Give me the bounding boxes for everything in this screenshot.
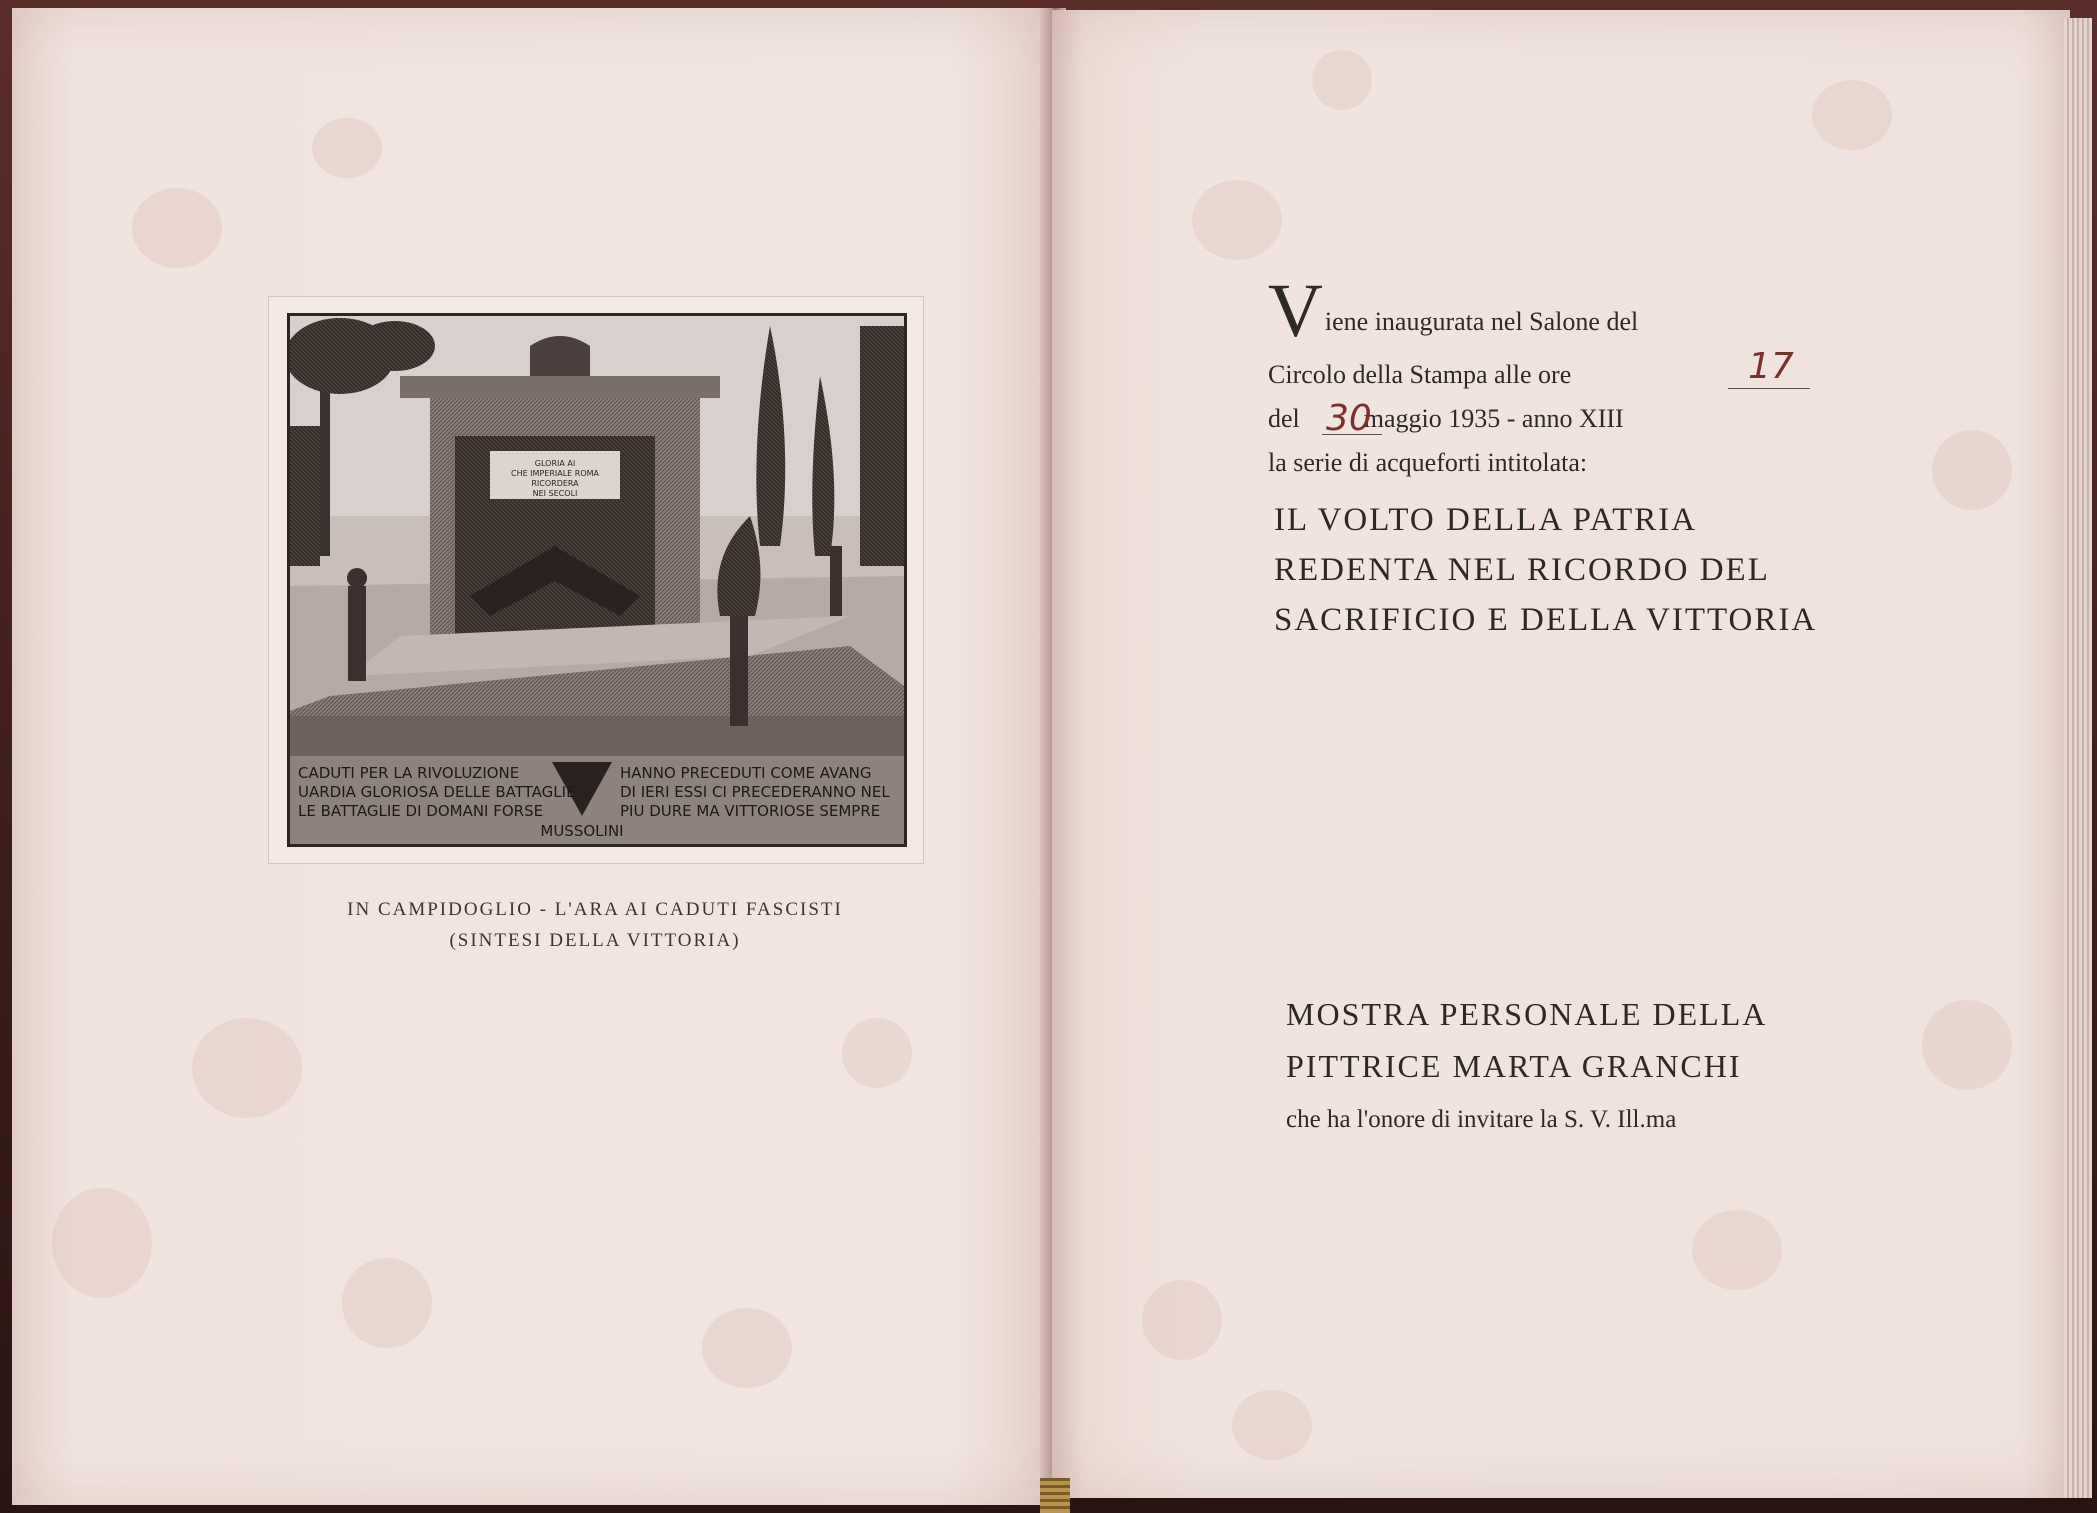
intro-line-3 — [1268, 404, 1624, 444]
foxing-spot — [702, 1308, 792, 1388]
exhibition-line-1: MOSTRA PERSONALE DELLA — [1286, 996, 1768, 1032]
engraved-line-2: HANNO PRECEDUTI COME AVANG — [620, 764, 872, 782]
intro-line-1-text: iene inaugurata nel Salone del — [1324, 307, 1639, 336]
foxing-spot — [52, 1188, 152, 1298]
foxing-spot — [132, 188, 222, 268]
caption-line-2: (SINTESI DELLA VITTORIA) — [449, 930, 741, 951]
intro-line-3-b: maggio 1935 - anno XIII — [1363, 404, 1624, 433]
hour-blank-line — [1728, 388, 1810, 389]
monument-inscription-4: NEI SECOLI — [532, 489, 578, 498]
handwritten-hour: 17 — [1748, 346, 1794, 387]
drop-cap: V — [1268, 269, 1323, 353]
foxing-spot — [312, 118, 382, 178]
exhibition-line-2: PITTRICE MARTA GRANCHI — [1286, 1048, 1742, 1084]
bookmark-ribbon — [1040, 1478, 1070, 1513]
monument-inscription-3: RICORDERA — [531, 479, 579, 488]
engraved-line-6: PIU DURE MA VITTORIOSE SEMPRE — [620, 802, 881, 820]
foxing-spot — [1232, 1390, 1312, 1460]
invitation-line: che ha l'onore di invitare la S. V. Ill.ma — [1286, 1106, 1677, 1133]
foxing-spot — [1192, 180, 1282, 260]
monument-inscription-1: GLORIA AI — [534, 459, 576, 468]
title-line-3: SACRIFICIO E DELLA VITTORIA — [1274, 602, 1818, 638]
etching-plate — [287, 313, 907, 847]
etching-mount — [268, 296, 924, 864]
monument-inscription-2: CHE IMPERIALE ROMA — [510, 469, 600, 478]
engraved-line-7: MUSSOLINI — [540, 822, 624, 840]
foxing-spot — [192, 1018, 302, 1118]
etching-caption — [268, 894, 922, 956]
caption-line-1: IN CAMPIDOGLIO - L'ARA AI CADUTI FASCISTI — [347, 899, 843, 920]
intro-line-2: Circolo della Stampa alle ore — [1268, 360, 1572, 389]
title-line-1: IL VOLTO DELLA PATRIA — [1274, 502, 1698, 538]
foxing-spot — [1922, 1000, 2012, 1090]
intro-line-4: la serie di acqueforti intitolata: — [1268, 448, 1588, 477]
engraved-line-1: CADUTI PER LA RIVOLUZIONE — [298, 764, 520, 782]
foxing-spot — [1312, 50, 1372, 110]
handwritten-day: 30 — [1326, 398, 1372, 439]
foxing-spot — [1932, 430, 2012, 510]
etching-illustration — [290, 316, 904, 844]
foxing-spot — [1692, 1210, 1782, 1290]
engraved-line-3: UARDIA GLORIOSA DELLE BATTAGLIE — [298, 783, 576, 801]
engraved-line-5: LE BATTAGLIE DI DOMANI FORSE — [298, 802, 544, 820]
foxing-spot — [1142, 1280, 1222, 1360]
foxing-spot — [1812, 80, 1892, 150]
right-page — [1052, 10, 2070, 1498]
page-block-edge — [2064, 18, 2092, 1498]
foxing-spot — [842, 1018, 912, 1088]
intro-line-1 — [1268, 269, 1639, 353]
foxing-spot — [342, 1258, 432, 1348]
engraved-line-4: DI IERI ESSI CI PRECEDERANNO NEL — [620, 783, 890, 801]
intro-line-3-a: del — [1268, 404, 1300, 433]
title-line-2: REDENTA NEL RICORDO DEL — [1274, 552, 1770, 588]
